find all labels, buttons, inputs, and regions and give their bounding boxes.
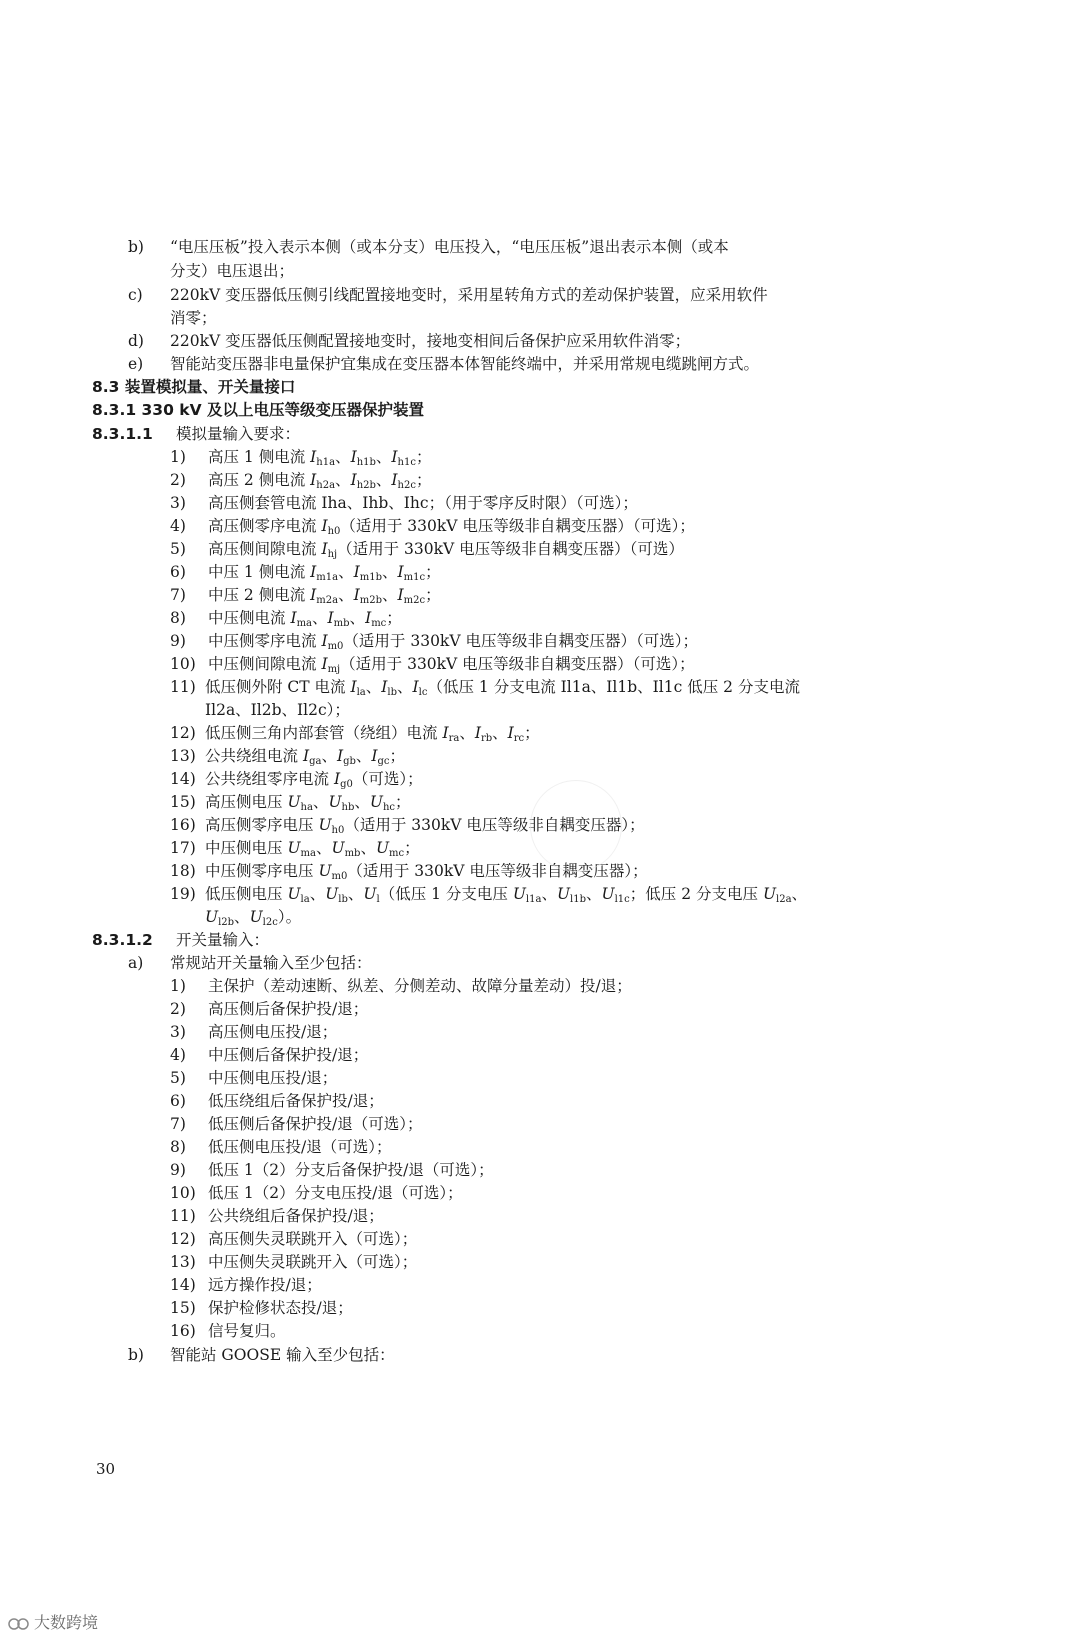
list-item: 低压 1（2）分支后备保护投/退（可选）；	[208, 1161, 494, 1179]
item-text: 智能站 GOOSE 输入至少包括：	[170, 1346, 395, 1364]
list-number: 8)	[170, 609, 186, 627]
item-text: 常规站开关量输入至少包括：	[170, 954, 372, 972]
list-number: 9)	[170, 1161, 186, 1179]
site-watermark	[8, 1610, 98, 1633]
list-item: 中压侧间隙电流 $I_{mj}$（适用于 330kV 电压等级非自耦变压器）（可选）；	[208, 655, 695, 675]
list-number: 15)	[170, 793, 196, 811]
list-item: 高压侧零序电流 $I_{h0}$（适用于 330kV 电压等级非自耦变压器）（可选）；	[208, 517, 695, 537]
list-item: 低压侧外附 CT 电流 $I_{la}$、$I_{lb}$、$I_{lc}$（低压 1 分支电流 Il1a、Il1b、Il1c 低压 2 分支电流	[205, 678, 800, 698]
list-number: 16)	[170, 816, 196, 834]
item-marker: b)	[128, 238, 144, 256]
list-number: 13)	[170, 747, 196, 765]
list-number: 14)	[170, 770, 196, 788]
list-item: 公共绕组后备保护投/退；	[208, 1207, 384, 1225]
list-item: 高压侧电压 $U_{ha}$、$U_{hb}$、$U_{hc}$；	[205, 793, 411, 813]
section-heading: 8.3 装置模拟量、开关量接口	[92, 378, 296, 396]
list-number: 8)	[170, 1138, 186, 1156]
clause-title: 开关量输入：	[176, 931, 270, 949]
list-item: 中压侧失灵联跳开入（可选）；	[208, 1253, 418, 1271]
list-item: 中压侧电压 $U_{ma}$、$U_{mb}$、$U_{mc}$；	[205, 839, 420, 859]
list-number: 18)	[170, 862, 196, 880]
list-number: 17)	[170, 839, 196, 857]
list-item: 高压侧间隙电流 $I_{hj}$（适用于 330kV 电压等级非自耦变压器）（可选）	[208, 540, 684, 560]
list-number: 6)	[170, 1092, 186, 1110]
list-item: 中压侧零序电流 $I_{m0}$（适用于 330kV 电压等级非自耦变压器）（可选）；	[208, 632, 698, 652]
list-number: 3)	[170, 1023, 186, 1041]
item-marker: a)	[128, 954, 144, 972]
list-number: 14)	[170, 1276, 196, 1294]
list-number: 4)	[170, 517, 186, 535]
list-item: 信号复归。	[208, 1322, 286, 1340]
list-number: 12)	[170, 724, 196, 742]
item-marker: b)	[128, 1346, 144, 1364]
list-number: 7)	[170, 586, 186, 604]
item-text: 消零；	[170, 309, 217, 327]
list-item: 高压侧后备保护投/退；	[208, 1000, 369, 1018]
list-item: 高压侧零序电压 $U_{h0}$（适用于 330kV 电压等级非自耦变压器）；	[205, 816, 645, 836]
list-number: 12)	[170, 1230, 196, 1248]
list-item: 低压侧三角内部套管（绕组）电流 $I_{ra}$、$I_{rb}$、$I_{rc}$；	[205, 724, 540, 744]
list-item: 高压侧电压投/退；	[208, 1023, 338, 1041]
list-number: 2)	[170, 1000, 186, 1018]
list-number: 11)	[170, 1207, 196, 1225]
watermark-text: 大数跨境	[34, 1613, 99, 1632]
list-item: 公共绕组零序电流 $I_{g0}$（可选）；	[205, 770, 423, 790]
list-item: 中压侧后备保护投/退；	[208, 1046, 369, 1064]
list-item: 远方操作投/退；	[208, 1276, 322, 1294]
list-item: 高压 1 侧电流 $I_{h1a}$、$I_{h1b}$、$I_{h1c}$；	[208, 448, 432, 468]
list-number: 16)	[170, 1322, 196, 1340]
item-marker: e)	[128, 355, 144, 373]
list-item: 高压侧套管电流 Iha、Ihb、Ihc；（用于零序反时限）（可选）；	[208, 494, 638, 512]
watermark-stamp	[530, 780, 622, 872]
list-item: 低压侧电压 $U_{la}$、$U_{lb}$、$U_l$（低压 1 分支电压 $U_{l1a}$、$U_{l1b}$、$U_{l1c}$；低压 2 分支电压 $U_{l2a}$、	[205, 885, 808, 905]
list-number: 11)	[170, 678, 196, 696]
list-item: 主保护（差动速断、纵差、分侧差动、故障分量差动）投/退；	[208, 977, 632, 995]
list-item: 中压 1 侧电流 $I_{m1a}$、$I_{m1b}$、$I_{m1c}$；	[208, 563, 441, 583]
item-text: 智能站变压器非电量保护宜集成在变压器本体智能终端中，并采用常规电缆跳闸方式。	[170, 355, 760, 373]
item-marker: d)	[128, 332, 144, 350]
list-item: 低压侧后备保护投/退（可选）；	[208, 1115, 423, 1133]
list-number: 1)	[170, 448, 186, 466]
item-text: 分支）电压退出；	[170, 262, 295, 280]
list-number: 15)	[170, 1299, 196, 1317]
watermark-logo-icon	[8, 1617, 30, 1631]
list-item: 低压侧电压投/退（可选）；	[208, 1138, 392, 1156]
item-marker: c)	[128, 286, 143, 304]
list-number: 10)	[170, 655, 196, 673]
list-number: 4)	[170, 1046, 186, 1064]
list-item: 中压侧零序电压 $U_{m0}$（适用于 330kV 电压等级非自耦变压器）；	[205, 862, 648, 882]
list-number: 7)	[170, 1115, 186, 1133]
list-number: 9)	[170, 632, 186, 650]
list-number: 5)	[170, 540, 186, 558]
list-item: 低压绕组后备保护投/退；	[208, 1092, 384, 1110]
list-item: 中压 2 侧电流 $I_{m2a}$、$I_{m2b}$、$I_{m2c}$；	[208, 586, 441, 606]
list-number: 6)	[170, 563, 186, 581]
item-text: 220kV 变压器低压侧配置接地变时，接地变相间后备保护应采用软件消零；	[170, 332, 691, 350]
clause-title: 模拟量输入要求：	[176, 425, 301, 443]
list-number: 2)	[170, 471, 186, 489]
list-item-continuation: Il2a、Il2b、Il2c）；	[205, 701, 350, 719]
list-number: 5)	[170, 1069, 186, 1087]
clause-number: 8.3.1.2	[92, 931, 153, 949]
list-item: 保护检修状态投/退；	[208, 1299, 353, 1317]
list-number: 3)	[170, 494, 186, 512]
list-item: 高压 2 侧电流 $I_{h2a}$、$I_{h2b}$、$I_{h2c}$；	[208, 471, 432, 491]
clause-number: 8.3.1.1	[92, 425, 153, 443]
list-item: 公共绕组电流 $I_{ga}$、$I_{gb}$、$I_{gc}$；	[205, 747, 406, 767]
item-text: “电压压板”投入表示本侧（或本分支）电压投入，“电压压板”退出表示本侧（或本	[170, 238, 729, 256]
list-item: 高压侧失灵联跳开入（可选）；	[208, 1230, 418, 1248]
list-item: 中压侧电流 $I_{ma}$、$I_{mb}$、$I_{mc}$；	[208, 609, 402, 629]
list-item: 低压 1（2）分支电压投/退（可选）；	[208, 1184, 463, 1202]
list-number: 1)	[170, 977, 186, 995]
item-text: 220kV 变压器低压侧引线配置接地变时，采用星转角方式的差动保护装置，应采用软件	[170, 286, 768, 304]
list-number: 10)	[170, 1184, 196, 1202]
list-number: 19)	[170, 885, 196, 903]
section-heading: 8.3.1 330 kV 及以上电压等级变压器保护装置	[92, 401, 424, 419]
list-item: 中压侧电压投/退；	[208, 1069, 338, 1087]
page-number: 30	[96, 1460, 116, 1478]
list-item-continuation: $U_{l2b}$、$U_{l2c}$）。	[205, 908, 302, 928]
list-number: 13)	[170, 1253, 196, 1271]
